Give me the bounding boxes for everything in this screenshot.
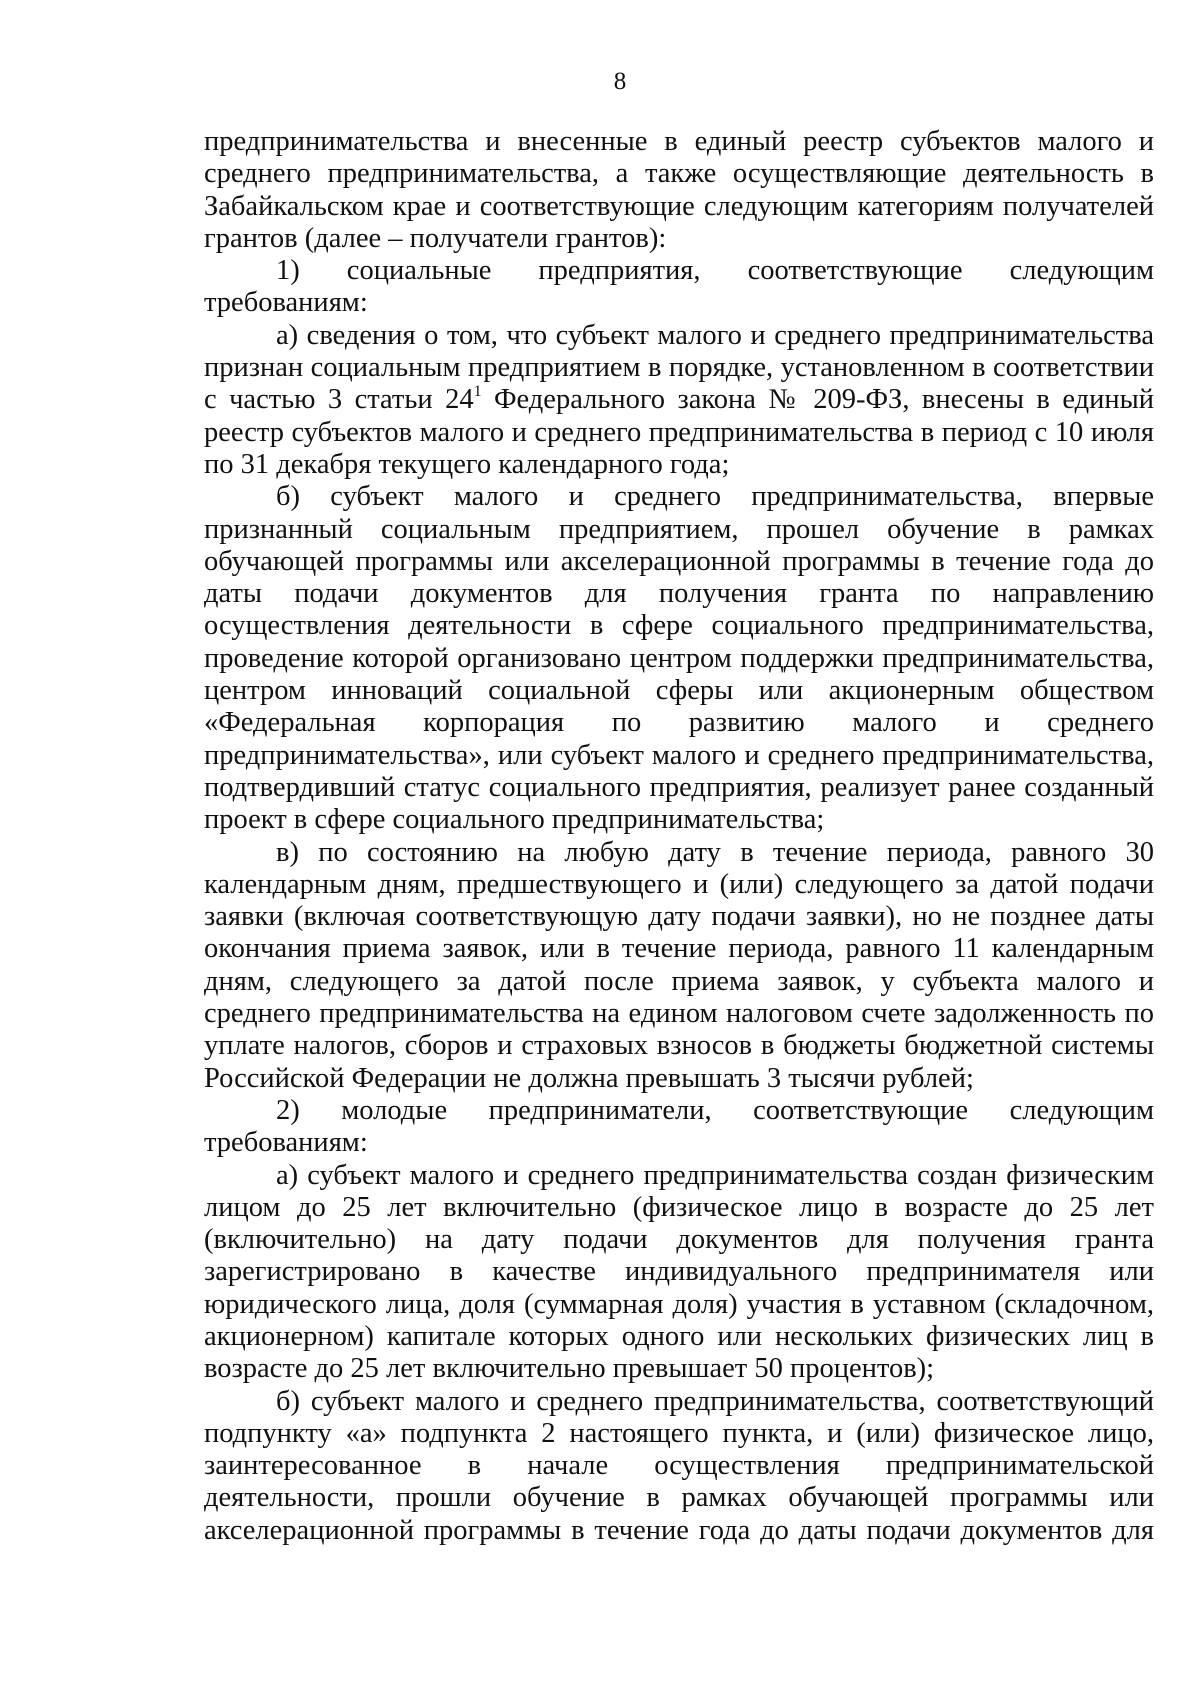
paragraph-item-1a-text-end: Федерального закона № 209-ФЗ, внесены в единый реестр субъектов малого и среднего предпринимательства в период с 10 июля по 31 декабря текущего календарного года; xyxy=(204,384,1154,480)
paragraph-item-2: 2) молодые предприниматели, соответствующие следующим требованиям: xyxy=(204,1094,1154,1159)
page-number: 8 xyxy=(613,68,627,95)
paragraph-item-2a: а) субъект малого и среднего предпринимательства создан физическим лицом до 25 лет включительно (физическое лицо в возрасте до 25 лет (включительно) на дату подачи документов для получения гранта зарегистрировано в качестве индивидуального предпринимателя или юридического лица, доля (суммарная доля) участия в уставном (складочном, акционерном) капитале которых одного или нескольких физических лиц в возрасте до 25 лет включительно превышает 50 процентов); xyxy=(204,1159,1154,1385)
superscript-article-number: 1 xyxy=(473,382,482,400)
paragraph-item-1b: б) субъект малого и среднего предпринимательства, впервые признанный социальным предприятием, прошел обучение в рамках обучающей программы или акселерационной программы в течение года до даты подачи документов для получения гранта по направлению осуществления деятельности в сфере социального предпринимательства, проведение которой организовано центром поддержки предпринимательства, центром инноваций социальной сферы или акционерным обществом «Федеральная корпорация по развитию малого и среднего предпринимательства», или субъект малого и среднего предпринимательства, подтвердивший статус социального предприятия, реализует ранее созданный проект в сфере социального предпринимательства; xyxy=(204,481,1154,836)
paragraph-item-1: 1) социальные предприятия, соответствующие следующим требованиям: xyxy=(204,255,1154,319)
paragraph-item-1v: в) по состоянию на любую дату в течение периода, равного 30 календарным дням, предшествующего и (или) следующего за датой подачи заявки (включая соответствующую дату подачи заявки), но не позднее даты окончания приема заявок, или в течение периода, равного 11 календарным дням, следующего за датой после приема заявок, у субъекта малого и среднего предпринимательства на едином налоговом счете задолженность по уплате налогов, сборов и страховых взносов в бюджеты бюджетной системы Российской Федерации не должна превышать 3 тысячи рублей; xyxy=(204,836,1154,1094)
paragraph-intro: предпринимательства и внесенные в единый реестр субъектов малого и среднего предпринимательства, а также осуществляющие деятельность в Забайкальском крае и соответствующие следующим категориям получателей грантов (далее – получатели грантов): xyxy=(204,126,1154,254)
document-body xyxy=(204,126,1154,1547)
paragraph-item-2b: б) субъект малого и среднего предпринимательства, соответствующий подпункту «а» подпункта 2 настоящего пункта, и (или) физическое лицо, заинтересованное в начале осуществления предпринимательской деятельности, прошли обучение в рамках обучающей программы или акселерационной программы в течение года до даты подачи документов для xyxy=(204,1385,1154,1546)
paragraph-item-1a xyxy=(204,320,1154,481)
paragraph-item-1a-text-start: а) сведения о том, что субъект малого и среднего предпринимательства признан социальным предприятием в порядке, установленном в соответствии с частью 3 статьи 24 xyxy=(204,319,1154,416)
